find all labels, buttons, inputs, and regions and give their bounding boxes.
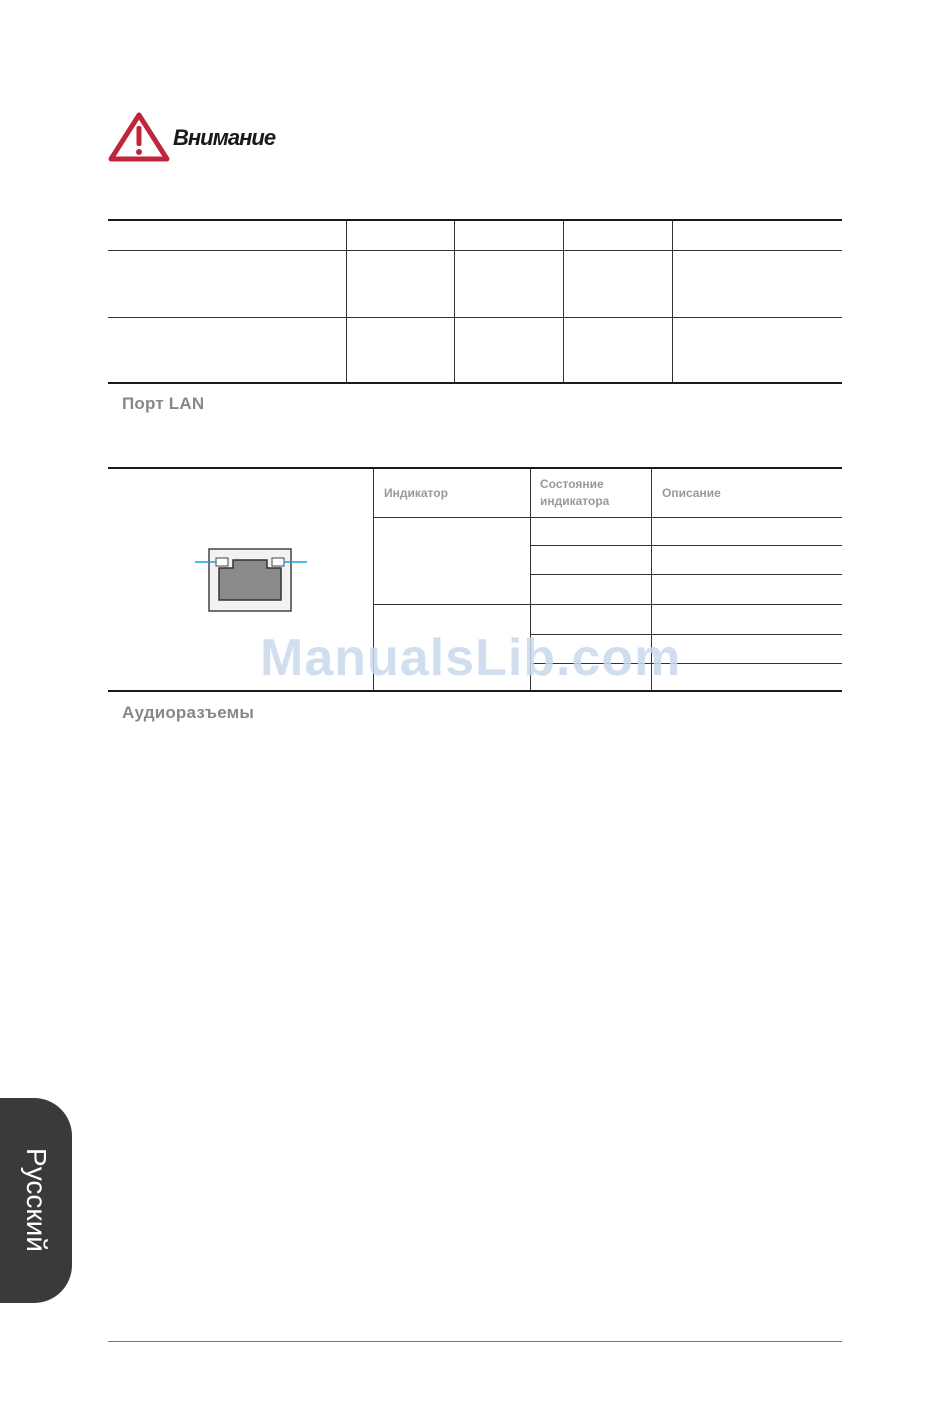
table-row-divider xyxy=(108,317,842,318)
header-indicator: Индикатор xyxy=(384,486,448,500)
table-row-divider xyxy=(530,574,842,575)
table-column-divider xyxy=(563,221,564,382)
table-row-divider xyxy=(530,545,842,546)
watermark: ManualsLib.com xyxy=(260,629,682,687)
table-row-divider xyxy=(373,604,842,605)
header-indicator-state xyxy=(540,476,609,510)
footer-divider xyxy=(108,1341,842,1342)
table-column-divider xyxy=(454,221,455,382)
lan-port-diagram xyxy=(195,548,315,612)
warning-table xyxy=(108,219,842,384)
warning-title: Внимание xyxy=(173,125,276,150)
table-column-divider xyxy=(672,221,673,382)
warning-triangle-icon xyxy=(108,112,170,162)
table-row-divider xyxy=(373,517,842,518)
audio-jacks-heading: Аудиоразъемы xyxy=(122,703,255,722)
header-indicator-state-line2: индикатора xyxy=(540,494,610,508)
language-side-tab-label: Русский xyxy=(21,1148,52,1252)
table-column-divider xyxy=(346,221,347,382)
lan-port-heading: Порт LAN xyxy=(122,394,205,413)
language-side-tab xyxy=(0,1098,72,1303)
header-indicator-state-line1: Состояние xyxy=(540,477,604,491)
table-row-divider xyxy=(108,250,842,251)
header-description: Описание xyxy=(662,486,721,500)
